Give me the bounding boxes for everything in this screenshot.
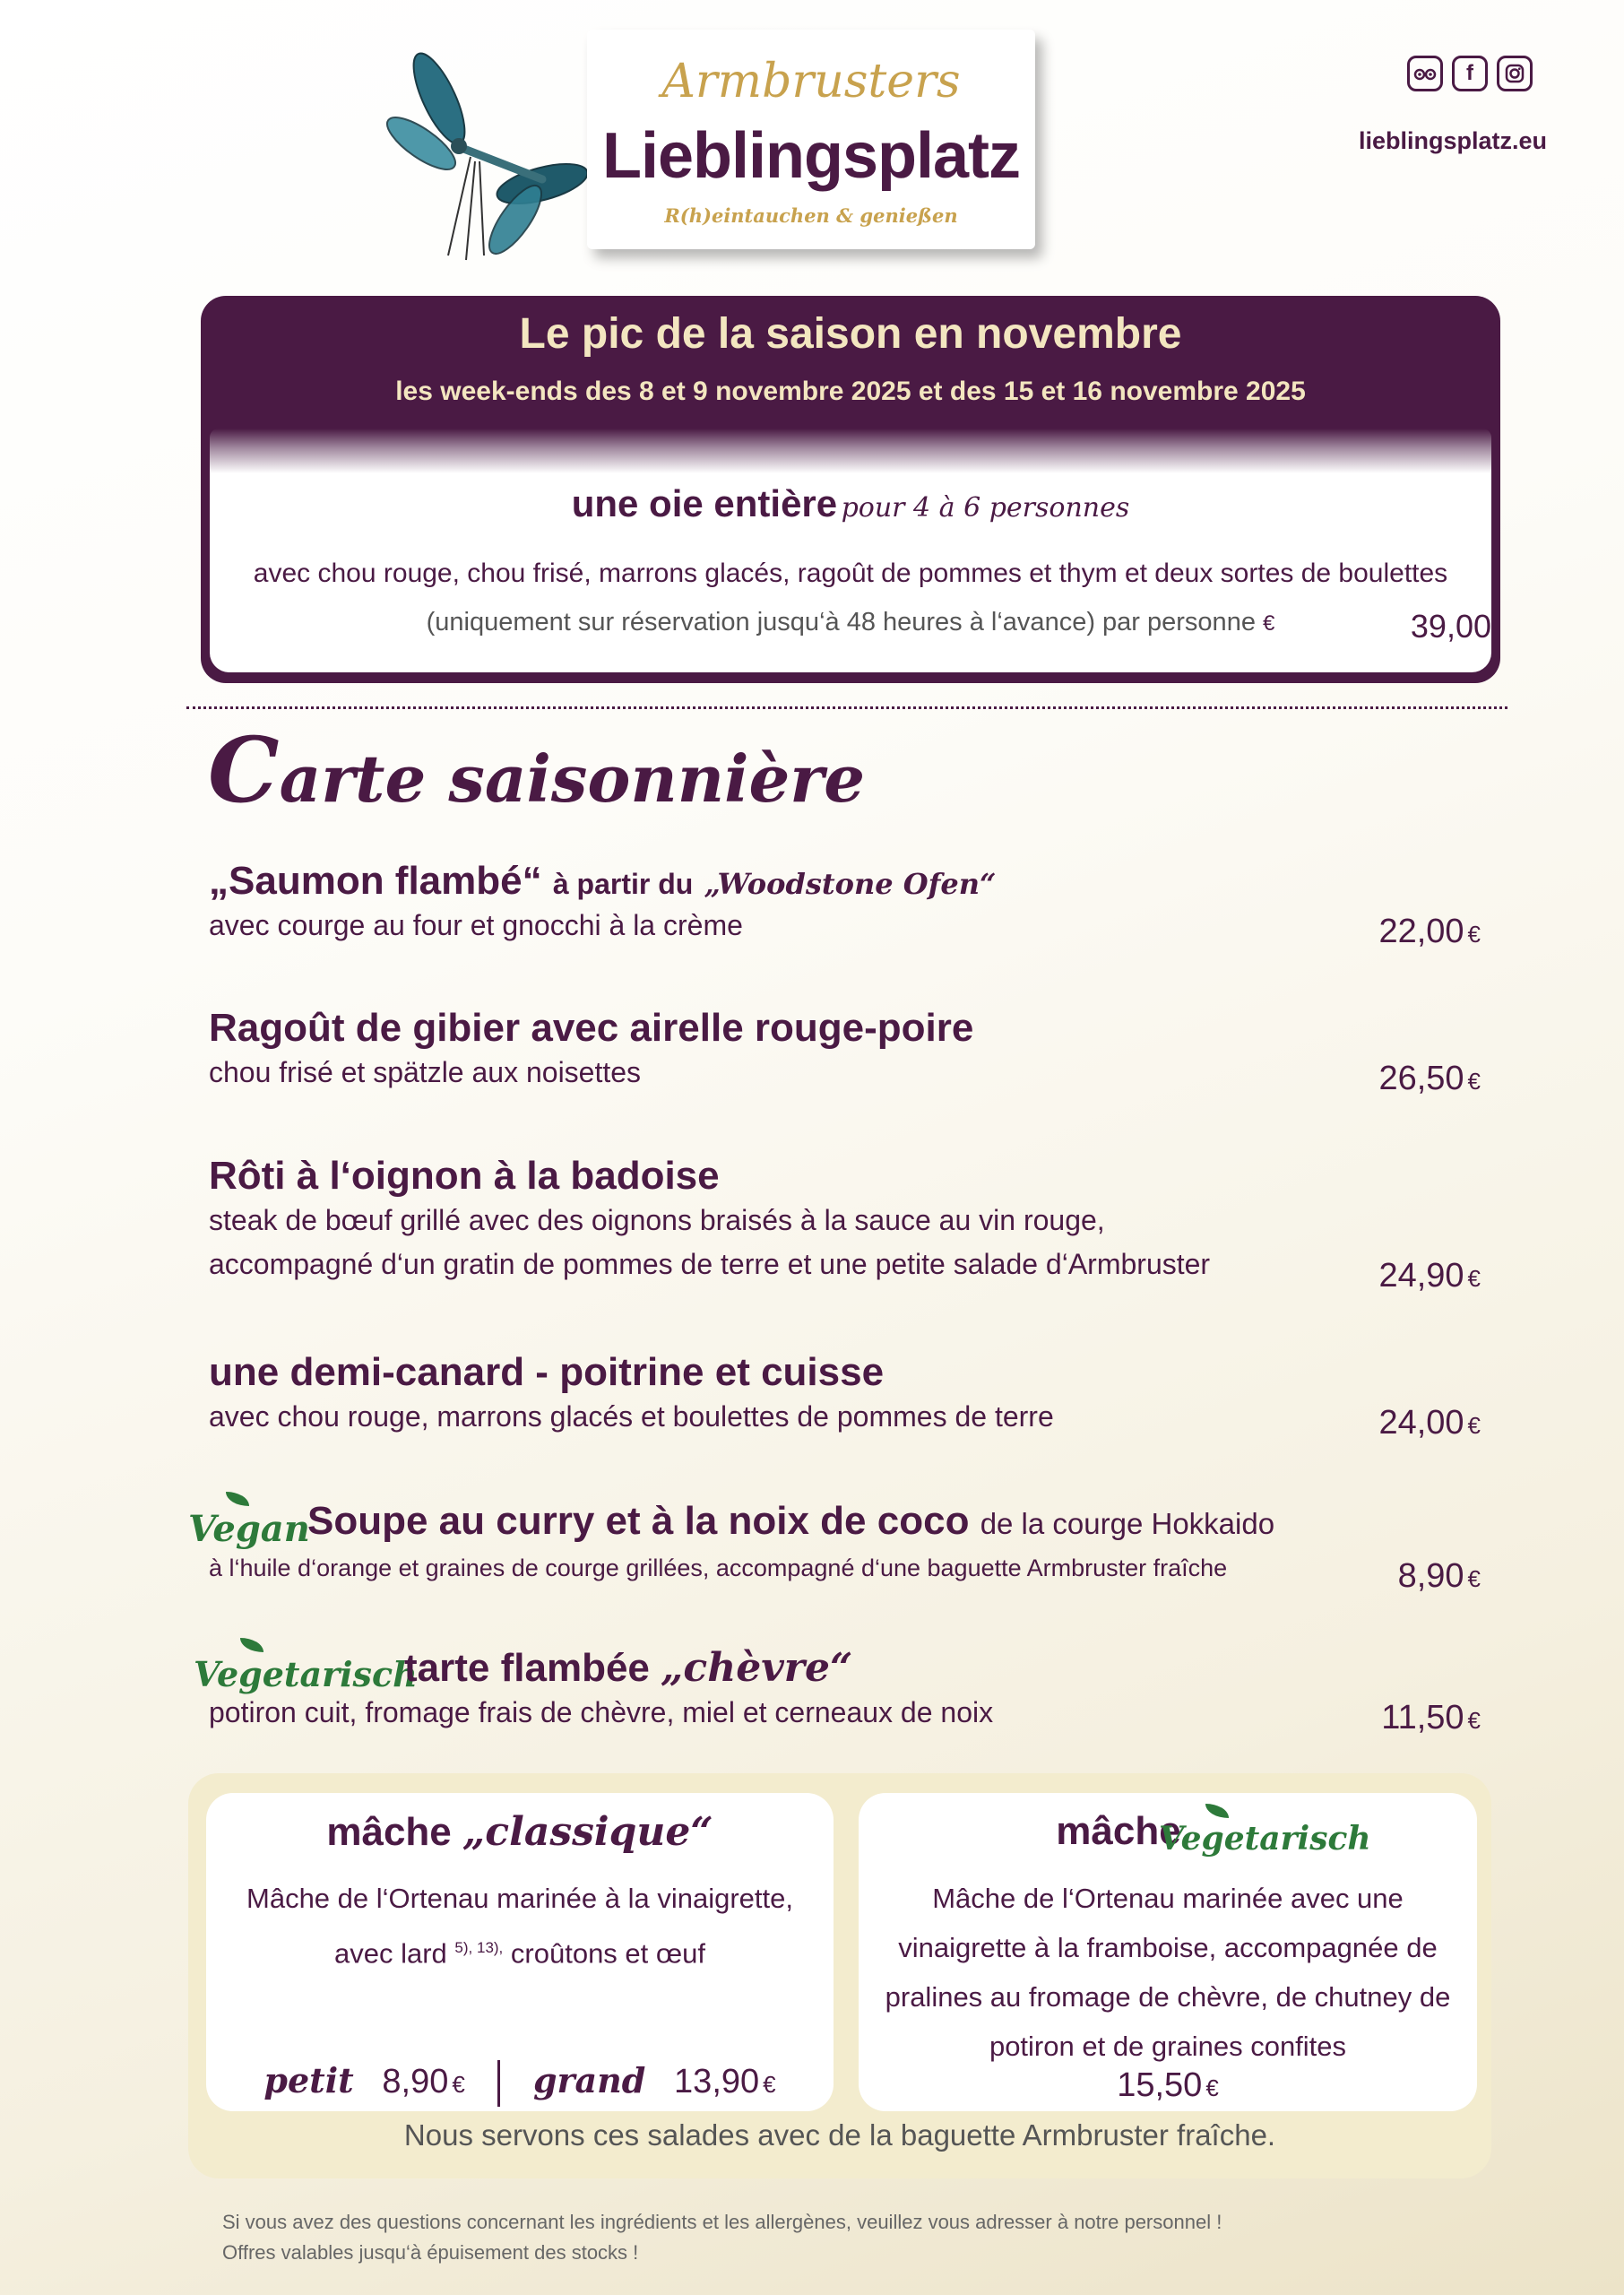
menu-item [209, 1350, 1481, 1442]
carte-title-rest: arte saisonnière [279, 740, 866, 817]
special-dish-name: une oie entière [571, 482, 838, 524]
instagram-icon[interactable] [1497, 56, 1533, 91]
salad-card-vegetarisch [859, 1793, 1477, 2111]
item-description: chou frisé et spätzle aux noisettes [209, 1056, 642, 1088]
salad-sizes: petit 8,90 € grand 13,90 € [206, 2060, 834, 2107]
item-price: 22,00 € [1378, 913, 1481, 950]
menu-item [209, 1645, 1481, 1736]
brand-name: Lieblingsplatz [601, 120, 1021, 192]
salad-description: Mâche de l‘Ortenau marinée avec une vinaigrette à la framboise, accompagnée de pralines au fromage de chèvre, de chutney de potiron et de graines confites [885, 1883, 1451, 2062]
brand-script: Armbrusters [661, 55, 961, 108]
item-name-italic: „chèvre“ [661, 1645, 853, 1691]
social-icons [1407, 56, 1533, 91]
menu-item [209, 1154, 1481, 1295]
item-price: 26,50 € [1378, 1060, 1481, 1097]
salad-card-classique [206, 1793, 834, 2111]
special-dish [210, 482, 1491, 525]
item-description: potiron cuit, fromage frais de chèvre, miel et cerneaux de noix [209, 1696, 994, 1728]
footer-allergen-note: Si vous avez des questions concernant les ingrédients et les allergènes, veuillez vous adresser à notre personnel ! [222, 2211, 1222, 2233]
menu-item [209, 1499, 1481, 1595]
salad-title: mâche [1056, 1809, 1181, 1853]
salad-panel [188, 1773, 1491, 2178]
special-price: 39,00 [1410, 608, 1491, 645]
item-price: 11,50 € [1381, 1699, 1481, 1736]
item-description: avec chou rouge, marrons glacés et boulettes de pommes de terre [209, 1400, 1054, 1433]
vegetarisch-badge: Vegetarisch [1159, 1820, 1371, 1858]
item-name-light: de la courge Hokkaido [980, 1507, 1275, 1540]
special-per-person: par personne [1102, 608, 1256, 637]
salad-description: Mâche de l‘Ortenau marinée à la vinaigrette, avec lard $^{5), 13),}$ croûtons et œuf [246, 1883, 793, 1970]
item-name: „Saumon flambé“ [209, 859, 542, 903]
special-heading: Le pic de la saison en novembre [519, 310, 1182, 358]
footer-stock-note: Offres valables jusqu‘à épuisement des stocks ! [222, 2241, 639, 2264]
item-name: une demi-canard - poitrine et cuisse [209, 1350, 885, 1394]
item-name: Ragoût de gibier avec airelle rouge-poire [209, 1006, 974, 1050]
special-currency: € [1263, 611, 1275, 636]
website-link[interactable]: lieblingsplatz.eu [1358, 127, 1547, 154]
tripadvisor-icon[interactable] [1407, 56, 1443, 91]
item-name-italic: „Woodstone Ofen“ [704, 867, 997, 901]
special-portion: pour 4 à 6 personnes [841, 492, 1130, 524]
vegetarisch-badge: Vegetarisch [194, 1654, 418, 1694]
logo-card [587, 30, 1035, 249]
item-description: avec courge au four et gnocchi à la crème [209, 909, 743, 941]
item-name: Soupe au curry et à la noix de coco [307, 1499, 970, 1543]
brand-tagline: R(h)eintauchen & genießen [664, 204, 958, 227]
season-special-box [201, 296, 1500, 683]
footer [222, 2207, 1222, 2268]
special-note: (uniquement sur réservation jusqu‘à 48 heures à l‘avance) [426, 608, 1095, 637]
special-inner [210, 429, 1491, 672]
item-name-suffix: à partir du [552, 868, 694, 900]
special-note-row [210, 608, 1491, 645]
item-price: 8,90 € [1397, 1557, 1481, 1595]
dotted-divider [186, 706, 1507, 709]
item-description: à l‘huile d‘orange et graines de courge grillées, accompagné d‘une baguette Armbruster fraîche [209, 1555, 1228, 1581]
menu-item [209, 1006, 1481, 1097]
item-name: tarte flambée [404, 1646, 650, 1690]
size-separator [497, 2060, 500, 2107]
menu-item [209, 859, 1481, 950]
salad-note: Nous servons ces salades avec de la baguette Armbruster fraîche. [403, 2118, 1276, 2152]
item-price: 24,90 € [1378, 1257, 1481, 1295]
facebook-icon[interactable]: f [1452, 56, 1488, 91]
item-description: steak de bœuf grillé avec des oignons braisés à la sauce au vin rouge, [209, 1204, 1105, 1236]
carte-title-initial: C [208, 717, 280, 823]
salad-title: mâche „classique“ [326, 1809, 713, 1855]
item-description-2: accompagné d‘un gratin de pommes de terre et une petite salade d‘Armbruster [209, 1248, 1211, 1280]
salad-price: 15,50 € [1117, 2066, 1219, 2104]
carte-title [208, 717, 865, 823]
dragonfly-illustration [385, 49, 609, 273]
item-price: 24,00 € [1378, 1404, 1481, 1442]
special-description: avec chou rouge, chou frisé, marrons glacés, ragoût de pommes et thym et deux sortes de boulettes [253, 559, 1448, 588]
special-dates: les week-ends des 8 et 9 novembre 2025 et des 15 et 16 novembre 2025 [395, 377, 1306, 406]
item-name: Rôti à l‘oignon à la badoise [209, 1154, 720, 1198]
vegan-badge: Vegan [188, 1508, 310, 1550]
